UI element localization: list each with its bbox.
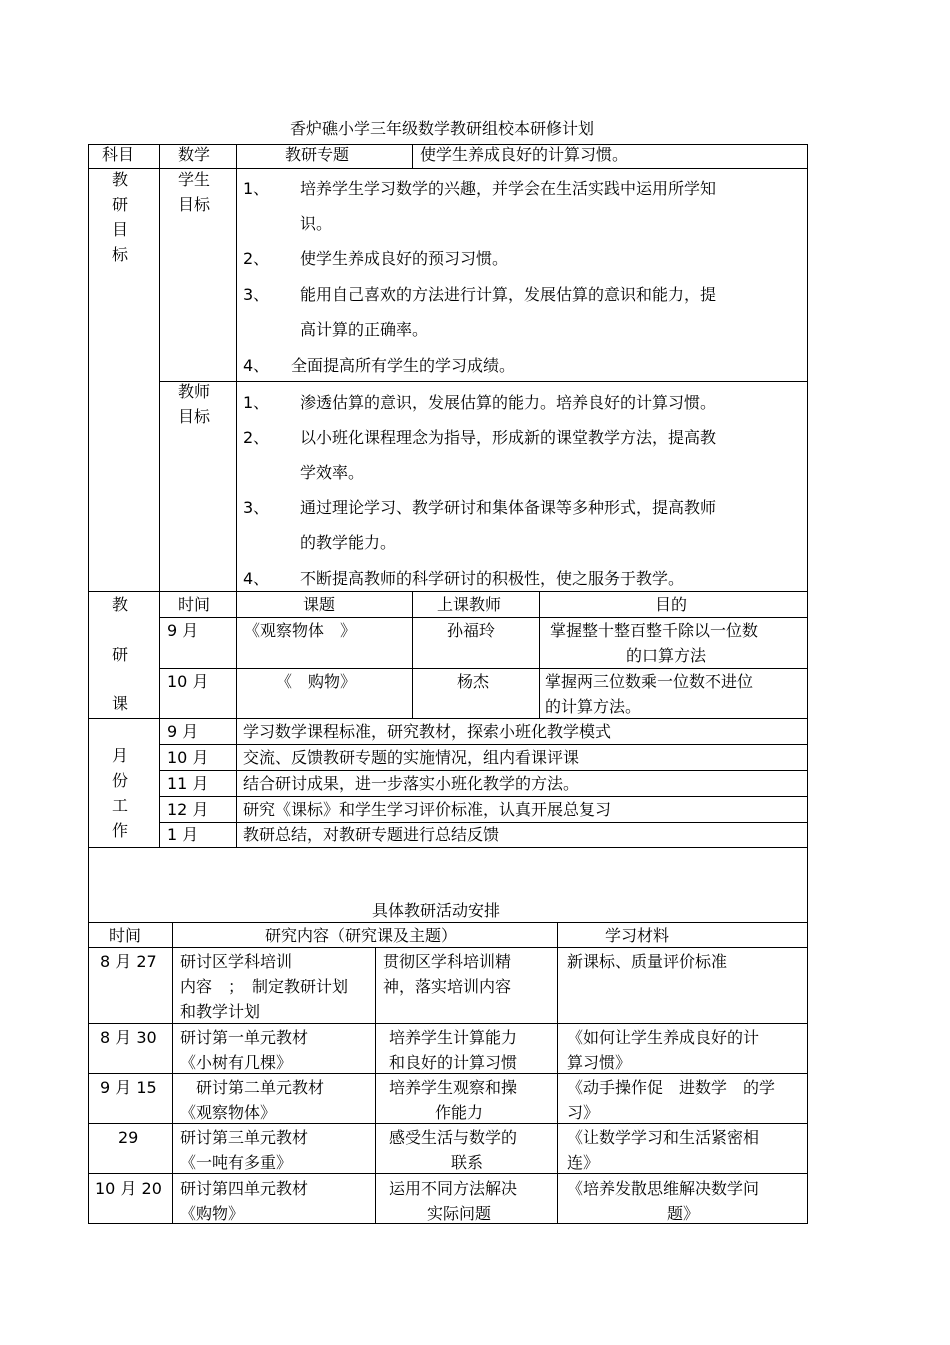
goal-item-number: 2、: [243, 428, 270, 447]
goal-item-number: 4、: [243, 569, 270, 588]
goals-label-char: 教: [112, 170, 129, 189]
activity-theme: 神，落实培训内容: [383, 977, 512, 996]
goal-item-number: 1、: [243, 393, 270, 412]
student-goals-label-line: 目标: [178, 195, 211, 214]
activity-content: 研讨第二单元教材: [196, 1078, 325, 1097]
monthly-label-char: 份: [112, 771, 129, 790]
goals-label-char: 研: [112, 195, 129, 214]
goal-item-text: 识。: [300, 214, 333, 233]
activities-header-time: 时间: [109, 926, 142, 945]
monthly-text: 教研总结，对教研专题进行总结反馈: [243, 825, 500, 844]
lessons-label-char: 课: [112, 694, 129, 713]
activity-content: 内容 ； 制定教研计划: [180, 977, 349, 996]
lesson-topic: 《观察物体 》: [244, 621, 357, 640]
activity-content: 《购物》: [180, 1204, 245, 1223]
activity-date: 8 月 30: [100, 1028, 157, 1047]
student-goals-label-line: 学生: [178, 170, 211, 189]
activity-material: 新课标、质量评价标准: [567, 952, 728, 971]
lessons-header-purpose: 目的: [655, 595, 688, 614]
activity-material: 题》: [667, 1204, 700, 1223]
lesson-topic: 《 购物》: [276, 672, 357, 691]
lesson-teacher: 杨杰: [457, 672, 490, 691]
activity-theme: 联系: [451, 1153, 484, 1172]
goal-item-text: 高计算的正确率。: [300, 320, 429, 339]
activity-material: 《如何让学生养成良好的计: [567, 1028, 760, 1047]
goal-item-text: 渗透估算的意识，发展估算的能力。培养良好的计算习惯。: [300, 393, 717, 412]
monthly-label-char: 作: [112, 821, 129, 840]
monthly-label-char: 工: [112, 796, 129, 815]
monthly-text: 研究《课标》和学生学习评价标准，认真开展总复习: [243, 800, 612, 819]
activity-theme: 实际问题: [427, 1204, 492, 1223]
lesson-time: 10 月: [167, 672, 209, 691]
activity-content: 《一吨有多重》: [180, 1153, 293, 1172]
document-title: 香炉礁小学三年级数学教研组校本研修计划: [290, 119, 595, 138]
activity-theme: 培养学生观察和操: [389, 1078, 518, 1097]
activity-content: 研讨第一单元教材: [180, 1028, 309, 1047]
lessons-label-char: 教: [112, 595, 129, 614]
goal-item-number: 3、: [243, 285, 270, 304]
lesson-purpose: 的口算方法: [626, 646, 707, 665]
monthly-text: 交流、反馈教研专题的实施情况，组内看课评课: [243, 748, 580, 767]
goal-item-text: 培养学生学习数学的兴趣，并学会在生活实践中运用所学知: [300, 179, 717, 198]
activity-content: 研讨第四单元教材: [180, 1179, 309, 1198]
activity-content: 《观察物体》: [180, 1103, 277, 1122]
activity-material: 《培养发散思维解决数学问: [567, 1179, 760, 1198]
lessons-label-char: 研: [112, 645, 129, 664]
activity-content: 和教学计划: [180, 1002, 261, 1021]
goal-item-number: 4、: [243, 356, 270, 375]
goal-item-text: 学效率。: [300, 463, 365, 482]
activity-material: 习》: [567, 1103, 600, 1122]
lesson-teacher: 孙福玲: [447, 621, 496, 640]
goal-item-text: 全面提高所有学生的学习成绩。: [291, 356, 516, 375]
monthly-month: 11 月: [167, 774, 209, 793]
goal-item-text: 不断提高教师的科学研讨的积极性，使之服务于教学。: [300, 569, 685, 588]
monthly-month: 9 月: [167, 722, 199, 741]
goal-item-text: 使学生养成良好的预习习惯。: [300, 249, 509, 268]
monthly-month: 12 月: [167, 800, 209, 819]
monthly-label-char: 月: [112, 746, 129, 765]
activity-date: 10 月 20: [95, 1179, 162, 1198]
activity-date: 8 月 27: [100, 952, 157, 971]
activity-content: 研讨第三单元教材: [180, 1128, 309, 1147]
lesson-time: 9 月: [167, 621, 199, 640]
activity-theme: 运用不同方法解决: [389, 1179, 518, 1198]
subject-label: 科目: [102, 145, 135, 164]
activity-date: 9 月 15: [100, 1078, 157, 1097]
lesson-purpose: 掌握两三位数乘一位数不进位: [545, 672, 754, 691]
goal-item-text: 的教学能力。: [300, 533, 397, 552]
goals-label-char: 目: [112, 220, 129, 239]
monthly-text: 结合研讨成果，进一步落实小班化教学的方法。: [243, 774, 580, 793]
goal-item-text: 以小班化课程理念为指导，形成新的课堂教学方法，提高教: [300, 428, 717, 447]
lessons-header-teacher: 上课教师: [437, 595, 502, 614]
monthly-month: 1 月: [167, 825, 199, 844]
activities-header-material: 学习材料: [605, 926, 670, 945]
activity-theme: 和良好的计算习惯: [389, 1053, 518, 1072]
activity-date: 29: [118, 1128, 139, 1147]
lesson-purpose: 的计算方法。: [545, 697, 642, 716]
activity-content: 研讨区学科培训: [180, 952, 293, 971]
activity-theme: 感受生活与数学的: [389, 1128, 518, 1147]
goal-item-text: 能用自己喜欢的方法进行计算，发展估算的意识和能力，提: [300, 285, 717, 304]
activity-material: 《动手操作促 进数学 的学: [567, 1078, 776, 1097]
activity-material: 《让数学学习和生活紧密相: [567, 1128, 760, 1147]
activity-theme: 贯彻区学科培训精: [383, 952, 512, 971]
topic-label: 教研专题: [285, 145, 350, 164]
monthly-month: 10 月: [167, 748, 209, 767]
activity-theme: 作能力: [435, 1103, 484, 1122]
monthly-text: 学习数学课程标准，研究教材，探索小班化教学模式: [243, 722, 612, 741]
lessons-header-topic: 课题: [303, 595, 336, 614]
goal-item-number: 3、: [243, 498, 270, 517]
activity-theme: 培养学生计算能力: [389, 1028, 518, 1047]
activity-content: 《小树有几棵》: [180, 1053, 293, 1072]
goal-item-number: 1、: [243, 179, 270, 198]
activity-material: 算习惯》: [567, 1053, 632, 1072]
lessons-header-time: 时间: [178, 595, 211, 614]
topic-value: 使学生养成良好的计算习惯。: [420, 145, 629, 164]
teacher-goals-label-line: 教师: [178, 382, 211, 401]
activity-material: 连》: [567, 1153, 600, 1172]
lesson-purpose: 掌握整十整百整千除以一位数: [550, 621, 759, 640]
goal-item-text: 通过理论学习、教学研讨和集体备课等多种形式，提高教师: [300, 498, 717, 517]
activities-header-content: 研究内容（研究课及主题）: [265, 926, 458, 945]
goals-label-char: 标: [112, 245, 129, 264]
teacher-goals-label-line: 目标: [178, 407, 211, 426]
subject-value: 数学: [178, 145, 211, 164]
activities-title: 具体教研活动安排: [372, 901, 501, 920]
goal-item-number: 2、: [243, 249, 270, 268]
